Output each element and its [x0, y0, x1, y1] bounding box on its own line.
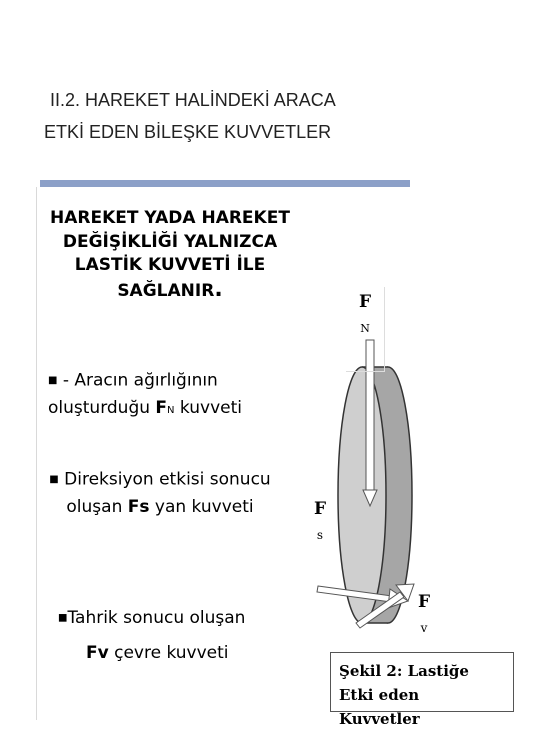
- force-symbol: Fs: [127, 496, 150, 517]
- fv-label-subscript: v: [420, 621, 428, 635]
- fv-label: F: [417, 592, 431, 612]
- headline-period: .: [214, 276, 223, 302]
- bullet-text-after: çevre kuvveti: [108, 642, 229, 663]
- bullet-marker: ■: [49, 474, 59, 485]
- figure-caption: Şekil 2: Lastiğe Etki eden Kuvvetler: [330, 652, 514, 712]
- headline-text: HAREKET YADA HAREKET DEĞİŞİKLİĞİ YALNIZCA LASTİK KUVVETİ İLE SAĞLANIR: [50, 208, 290, 301]
- fs-label-subscript: s: [316, 528, 324, 542]
- title-line-2: ETKİ EDEN BİLEŞKE KUVVETLER: [44, 122, 332, 142]
- fn-label: F: [358, 292, 372, 312]
- bullet-text-before: Direksiyon etkisi sonucu oluşan: [64, 469, 271, 517]
- bullet-marker: ■: [58, 612, 68, 623]
- force-subscript: N: [167, 404, 175, 416]
- force-symbol: F: [155, 397, 168, 418]
- bullet-marker: ■: [48, 375, 58, 386]
- fs-label: F: [313, 499, 327, 519]
- bullet-text-before: Tahrik sonucu oluşan: [67, 607, 246, 628]
- force-symbol: Fv: [86, 642, 109, 663]
- bullet-text-after: kuvveti: [174, 397, 242, 418]
- title-line-1: II.2. HAREKET HALİNDEKİ ARACA: [50, 90, 336, 110]
- fn-label-subscript: N: [360, 322, 370, 335]
- tire-face: [338, 367, 386, 623]
- bullet-text-after: yan kuvveti: [149, 496, 254, 517]
- bullet-text-before: - Aracın ağırlığının oluşturduğu: [48, 370, 218, 418]
